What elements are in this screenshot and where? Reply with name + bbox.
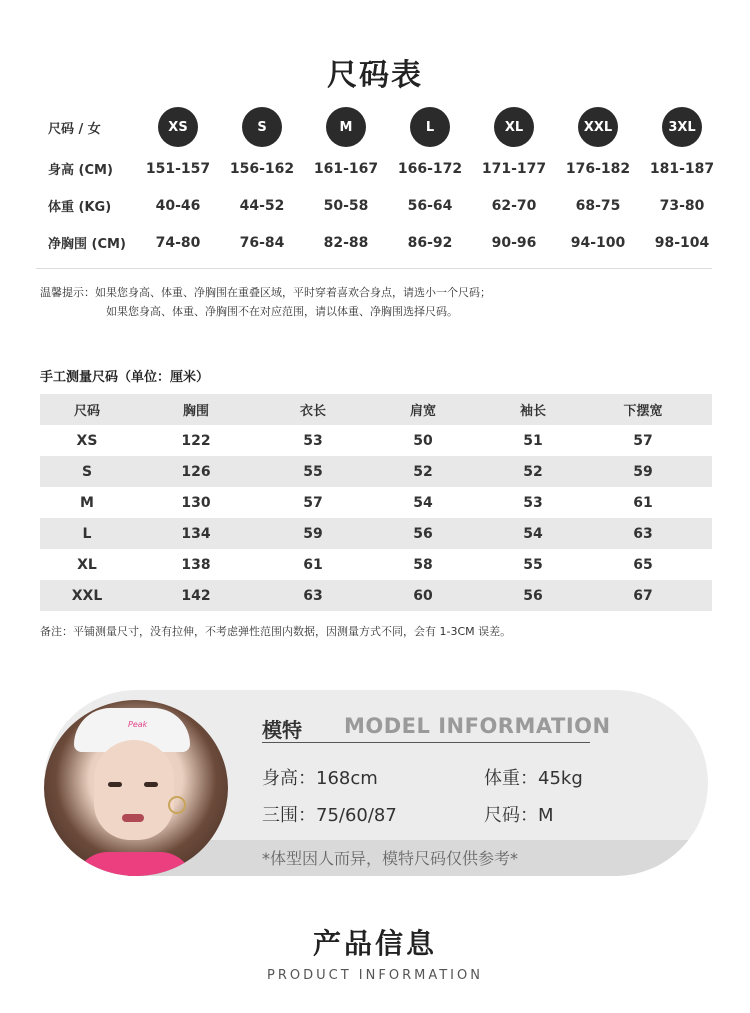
column-header: 胸围 (182, 404, 209, 419)
cell: M (80, 494, 94, 511)
eye (108, 782, 122, 787)
cell: 134 (181, 525, 211, 542)
cell: 65 (633, 556, 653, 573)
table-header-row (40, 394, 712, 425)
cell: 68-75 (575, 197, 621, 214)
model-disclaimer: *体型因人而异，模特尺码仅供参考* (262, 849, 519, 868)
size-chart-grid (30, 104, 730, 261)
model-title: 模特 (262, 718, 302, 742)
lips (122, 814, 144, 822)
cell: 156-162 (229, 160, 295, 177)
cell: 53 (523, 494, 543, 511)
size-badge-s: S (242, 107, 282, 147)
row-label: 体重 (KG) (48, 200, 112, 215)
column-header: 肩宽 (409, 404, 436, 419)
cell: XL (77, 556, 97, 573)
cell: 63 (303, 587, 323, 604)
cell: 130 (181, 494, 211, 511)
cell: 166-172 (397, 160, 463, 177)
tip-line-2: 如果您身高、体重、净胸围不在对应范围，请以体重、净胸围选择尺码。 (106, 305, 458, 318)
table-row (40, 425, 712, 456)
cell: 176-182 (565, 160, 631, 177)
column-header: 尺码 (73, 404, 100, 419)
cell: XS (76, 432, 98, 449)
cell: 51 (523, 432, 543, 449)
cell: 126 (181, 463, 211, 480)
model-divider (262, 742, 590, 743)
cell: 58 (413, 556, 433, 573)
model-measurements: 三围：75/60/87 (262, 805, 397, 826)
size-badge-m: M (326, 107, 366, 147)
cell: 76-84 (239, 234, 285, 251)
cell: 86-92 (407, 234, 453, 251)
model-weight: 体重：45kg (484, 768, 583, 789)
cell: 82-88 (323, 234, 369, 251)
product-info-title: 产品信息 (312, 927, 437, 960)
product-info-subtitle: PRODUCT INFORMATION (267, 968, 483, 983)
table-row (40, 487, 712, 518)
size-chart-title: 尺码表 (327, 58, 423, 93)
cell: 62-70 (491, 197, 537, 214)
column-header: 下摆宽 (623, 404, 663, 419)
model-height: 身高：168cm (262, 768, 378, 789)
column-header: 衣长 (299, 404, 326, 419)
cell: 67 (633, 587, 653, 604)
size-badge-l: L (410, 107, 450, 147)
cell: 40-46 (155, 197, 201, 214)
size-badge-xs: XS (158, 107, 198, 147)
tip-line-1: 温馨提示：如果您身高、体重、净胸围在重叠区域，平时穿着喜欢合身点，请选小一个尺码； (40, 286, 491, 299)
cap-logo: Peak (128, 720, 148, 729)
measure-note: 备注：平铺测量尺寸，没有拉伸，不考虑弹性范围内数据，因测量方式不同，会有 1-3CM 误差。 (40, 625, 512, 638)
earring (168, 796, 186, 814)
cell: XXL (71, 587, 103, 604)
table-row (40, 549, 712, 580)
cell: 57 (303, 494, 323, 511)
cell: 171-177 (481, 160, 547, 177)
row-label: 身高 (CM) (48, 163, 113, 178)
cell: 142 (181, 587, 211, 604)
measure-table-title: 手工测量尺码（单位：厘米） (40, 370, 210, 385)
cell: 122 (181, 432, 211, 449)
weight-row (30, 187, 730, 224)
cell: 73-80 (659, 197, 705, 214)
cell: 50 (413, 432, 433, 449)
height-row (30, 150, 730, 187)
size-badge-xxl: XXL (578, 107, 618, 147)
size-badge-xl: XL (494, 107, 534, 147)
cell: 59 (633, 463, 653, 480)
eye (144, 782, 158, 787)
cell: 74-80 (155, 234, 201, 251)
size-label: 尺码 / 女 (48, 121, 101, 137)
cell: 44-52 (239, 197, 285, 214)
table-row (40, 456, 712, 487)
cell: 63 (633, 525, 653, 542)
cell: 57 (633, 432, 653, 449)
measure-table (40, 394, 712, 611)
bust-row (30, 224, 730, 261)
cell: L (82, 525, 92, 542)
cell: S (81, 463, 93, 480)
table-row (40, 580, 712, 611)
size-badge-3xl: 3XL (662, 107, 702, 147)
column-header: 袖长 (519, 404, 546, 419)
cell: 55 (523, 556, 543, 573)
face (94, 740, 174, 840)
cell: 60 (413, 587, 433, 604)
cell: 61 (633, 494, 653, 511)
divider (36, 268, 712, 269)
cell: 56-64 (407, 197, 453, 214)
model-size: 尺码：M (484, 805, 554, 826)
cell: 55 (303, 463, 323, 480)
cell: 52 (413, 463, 433, 480)
row-label: 净胸围 (CM) (48, 237, 126, 252)
shirt (74, 852, 194, 876)
cell: 56 (523, 587, 543, 604)
cell: 181-187 (649, 160, 715, 177)
table-row (40, 518, 712, 549)
cell: 161-167 (313, 160, 379, 177)
cell: 90-96 (491, 234, 537, 251)
size-tip (40, 283, 491, 321)
cell: 54 (523, 525, 543, 542)
cell: 59 (303, 525, 323, 542)
cell: 56 (413, 525, 433, 542)
cell: 53 (303, 432, 323, 449)
cell: 138 (181, 556, 211, 573)
model-title-en: MODEL INFORMATION (344, 714, 611, 738)
cell: 54 (413, 494, 433, 511)
cell: 61 (303, 556, 323, 573)
model-photo (44, 700, 228, 876)
cell: 50-58 (323, 197, 369, 214)
size-header-row (30, 104, 730, 150)
cell: 151-157 (145, 160, 211, 177)
cell: 94-100 (570, 234, 626, 251)
cell: 98-104 (654, 234, 710, 251)
cell: 52 (523, 463, 543, 480)
